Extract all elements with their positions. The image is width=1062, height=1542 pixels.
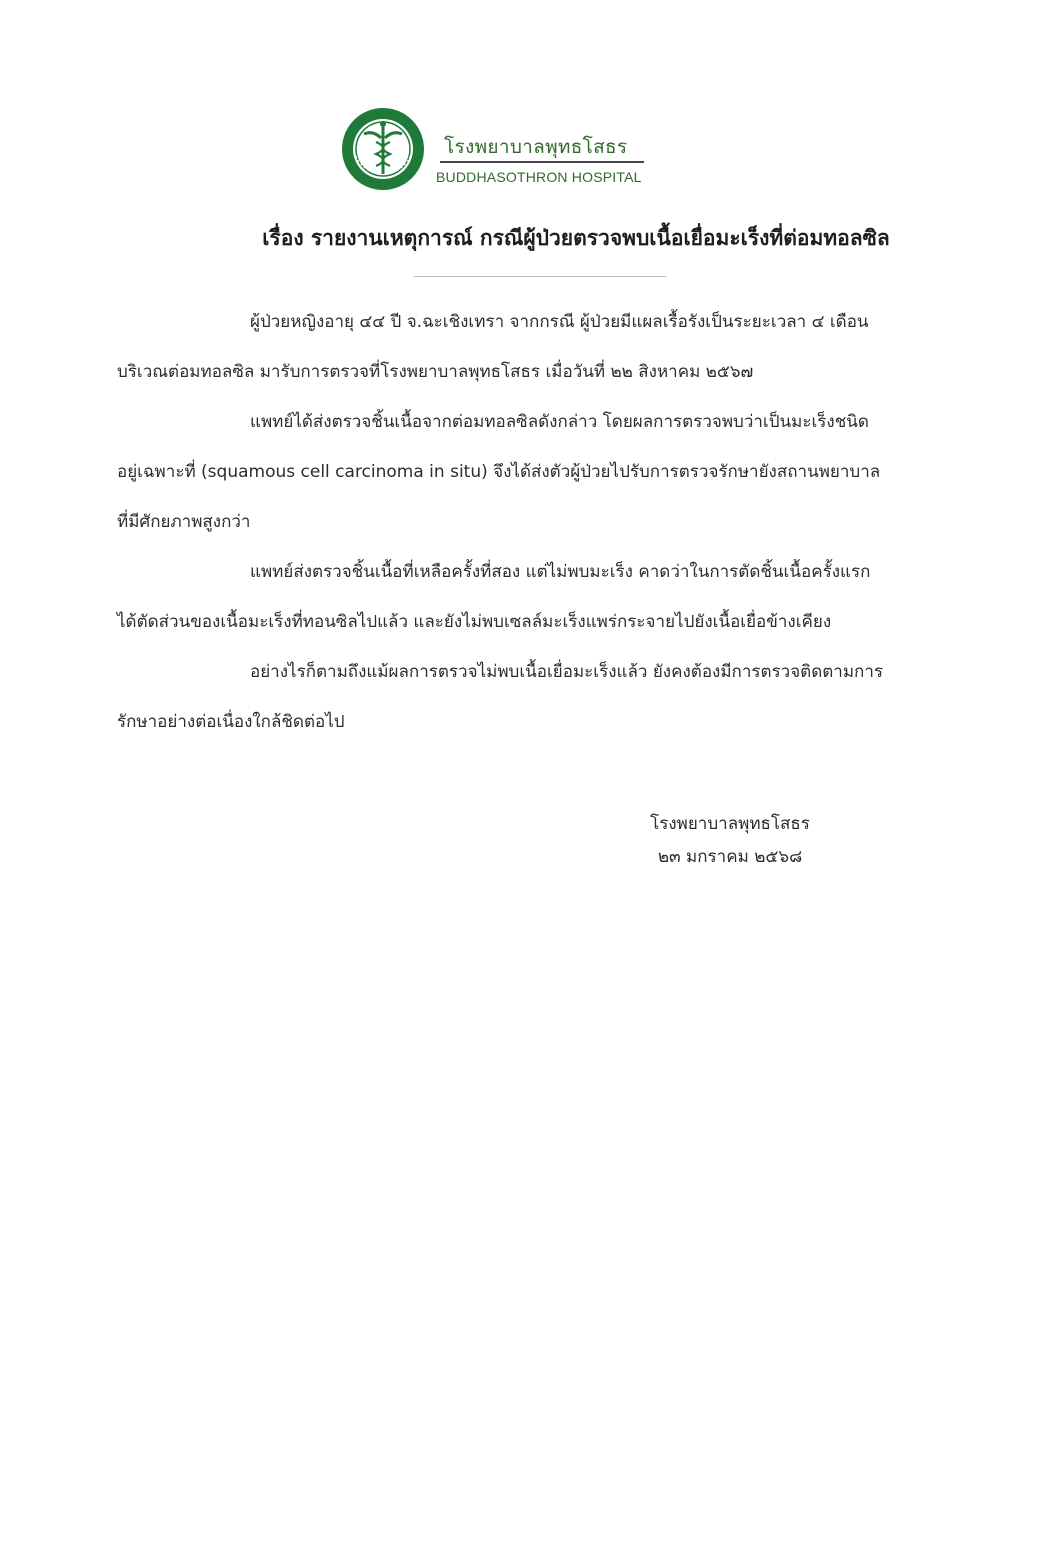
body-line: ได้ตัดส่วนของเนื้อมะเร็งที่ทอนซิลไปแล้ว และยังไม่พบเซลล์มะเร็งแพร่กระจายไปยังเนื้อเยื่อข้างเคียง — [117, 612, 832, 632]
title-divider — [414, 276, 666, 277]
body-line: ผู้ป่วยหญิงอายุ ๔๔ ปี จ.ฉะเชิงเทรา จากกรณี ผู้ป่วยมีแผลเรื้อรังเป็นระยะเวลา ๔ เดือน — [250, 312, 869, 332]
ministry-of-public-health-seal-icon — [340, 106, 426, 192]
document-title: เรื่อง รายงานเหตุการณ์ กรณีผู้ป่วยตรวจพบเนื้อเยื่อมะเร็งที่ต่อมทอลซิล — [262, 226, 890, 250]
body-line: ที่มีศักยภาพสูงกว่า — [117, 512, 251, 532]
letterhead-divider — [440, 161, 644, 163]
body-line: รักษาอย่างต่อเนื่องใกล้ชิดต่อไป — [117, 712, 345, 732]
hospital-name-english: BUDDHASOTHRON HOSPITAL — [436, 169, 642, 185]
body-line: อยู่เฉพาะที่ (squamous cell carcinoma in situ) จึงได้ส่งตัวผู้ป่วยไปรับการตรวจรักษายังสถานพยาบาล — [117, 462, 881, 482]
signature-org: โรงพยาบาลพุทธโสธร — [650, 814, 810, 834]
letterhead — [340, 106, 670, 196]
body-line: อย่างไรก็ตามถึงแม้ผลการตรวจไม่พบเนื้อเยื่อมะเร็งแล้ว ยังคงต้องมีการตรวจติดตามการ — [250, 662, 884, 682]
signature-date: ๒๓ มกราคม ๒๕๖๘ — [657, 847, 803, 867]
hospital-name-thai: โรงพยาบาลพุทธโสธร — [444, 136, 628, 158]
signature-block — [600, 808, 860, 874]
document-body — [117, 297, 947, 747]
body-line: แพทย์ได้ส่งตรวจชิ้นเนื้อจากต่อมทอลซิลดังกล่าว โดยผลการตรวจพบว่าเป็นมะเร็งชนิด — [250, 412, 869, 432]
body-line: บริเวณต่อมทอลซิล มารับการตรวจที่โรงพยาบาลพุทธโสธร เมื่อวันที่ ๒๒ สิงหาคม ๒๕๖๗ — [117, 362, 754, 382]
body-line: แพทย์ส่งตรวจชิ้นเนื้อที่เหลือครั้งที่สอง แต่ไม่พบมะเร็ง คาดว่าในการตัดชิ้นเนื้อครั้งแรก — [250, 562, 871, 582]
